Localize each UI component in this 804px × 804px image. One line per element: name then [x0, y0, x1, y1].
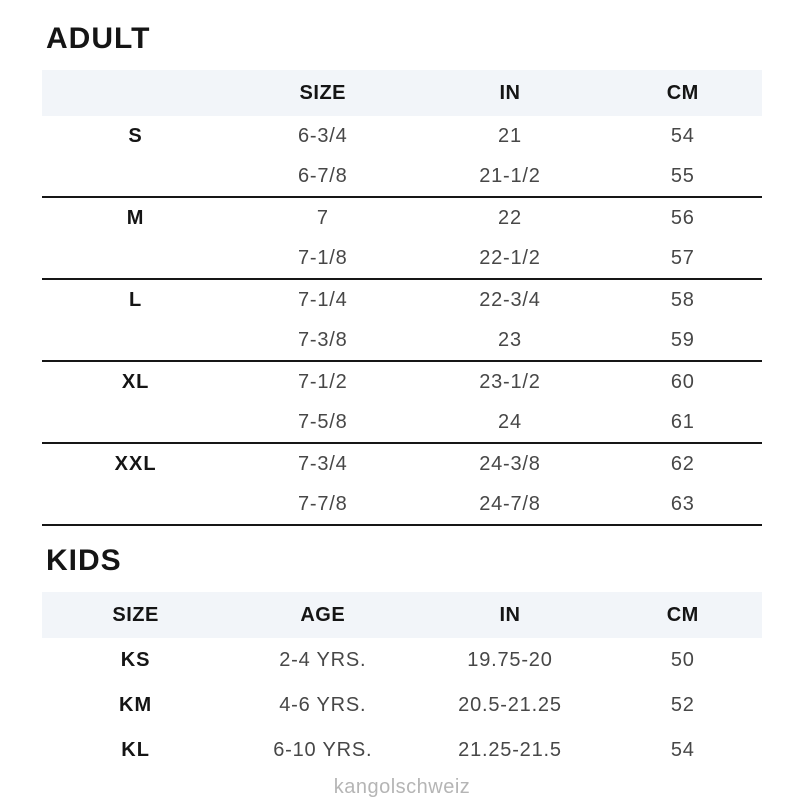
- adult-size-label: S: [128, 124, 143, 147]
- watermark-text: kangolschweiz: [333, 776, 471, 798]
- adult-size-value: 7: [316, 206, 329, 229]
- adult-cm-value: 63: [670, 492, 695, 515]
- table-row: [42, 402, 762, 442]
- adult-section-title: ADULT: [46, 22, 151, 55]
- adult-in-value: 21: [498, 124, 522, 147]
- adult-size-label: XXL: [114, 452, 157, 475]
- kids-col-header-age: AGE: [300, 603, 346, 626]
- adult-cm-value: 54: [670, 124, 695, 147]
- adult-cm-value: 57: [670, 246, 695, 269]
- adult-in-value: 24-7/8: [479, 492, 541, 515]
- adult-size-value: 7-3/4: [297, 452, 348, 475]
- adult-col-header-in: IN: [499, 81, 521, 104]
- kids-age-value: 6-10 YRS.: [273, 739, 373, 761]
- adult-size-group-m: [42, 198, 762, 280]
- kids-col-header-size: SIZE: [112, 603, 159, 626]
- kids-table-header-row: [42, 592, 762, 638]
- adult-in-value: 22-3/4: [479, 288, 541, 311]
- table-row: [42, 484, 762, 524]
- kids-size-label: KL: [121, 739, 150, 761]
- adult-size-value: 7-1/2: [297, 370, 348, 393]
- adult-cm-value: 56: [670, 206, 695, 229]
- kids-section-title: KIDS: [46, 544, 122, 577]
- adult-in-value: 22: [498, 206, 522, 229]
- adult-size-label: M: [126, 206, 145, 229]
- kids-size-table: [42, 592, 762, 773]
- adult-size-value: 7-7/8: [297, 492, 348, 515]
- adult-in-value: 22-1/2: [479, 246, 541, 269]
- adult-size-group-xl: [42, 362, 762, 444]
- table-row: [42, 320, 762, 360]
- kids-cm-value: 50: [670, 649, 695, 671]
- kids-in-value: 19.75-20: [467, 649, 553, 671]
- adult-size-group-xxl: [42, 444, 762, 526]
- kids-in-value: 21.25-21.5: [458, 739, 562, 761]
- kids-in-value: 20.5-21.25: [458, 694, 562, 716]
- adult-in-value: 24-3/8: [479, 452, 541, 475]
- table-row: [42, 156, 762, 196]
- adult-in-value: 24: [498, 410, 522, 433]
- table-row: [42, 728, 762, 773]
- adult-in-value: 21-1/2: [479, 164, 541, 187]
- table-row: [42, 238, 762, 278]
- kids-col-header-in: IN: [499, 603, 521, 626]
- adult-cm-value: 60: [670, 370, 695, 393]
- adult-size-value: 7-3/8: [297, 328, 348, 351]
- kids-cm-value: 54: [670, 739, 695, 761]
- kids-age-value: 2-4 YRS.: [279, 649, 367, 671]
- kids-size-label: KM: [119, 694, 153, 716]
- kids-cm-value: 52: [670, 694, 695, 716]
- adult-size-value: 6-3/4: [297, 124, 348, 147]
- table-row: [42, 638, 762, 683]
- adult-size-value: 7-1/8: [297, 246, 348, 269]
- kids-size-label: KS: [120, 649, 151, 671]
- adult-cm-value: 59: [670, 328, 695, 351]
- adult-size-group-l: [42, 280, 762, 362]
- adult-size-value: 7-1/4: [297, 288, 348, 311]
- table-row: [42, 362, 762, 402]
- adult-col-header-cm: CM: [666, 81, 699, 104]
- table-row: [42, 280, 762, 320]
- adult-cm-value: 58: [670, 288, 695, 311]
- adult-size-label: XL: [121, 370, 150, 393]
- table-row: [42, 198, 762, 238]
- table-row: [42, 116, 762, 156]
- adult-size-value: 7-5/8: [297, 410, 348, 433]
- table-row: [42, 683, 762, 728]
- adult-cm-value: 55: [670, 164, 695, 187]
- kids-age-value: 4-6 YRS.: [279, 694, 367, 716]
- adult-cm-value: 62: [670, 452, 695, 475]
- adult-size-value: 6-7/8: [297, 164, 348, 187]
- table-row: [42, 444, 762, 484]
- adult-size-label: L: [128, 288, 143, 311]
- adult-col-header-size: SIZE: [299, 81, 346, 104]
- adult-in-value: 23: [498, 328, 522, 351]
- adult-size-table: [42, 70, 762, 526]
- adult-table-header-row: [42, 70, 762, 116]
- kids-col-header-cm: CM: [666, 603, 699, 626]
- adult-size-group-s: [42, 116, 762, 198]
- adult-cm-value: 61: [670, 410, 695, 433]
- adult-in-value: 23-1/2: [479, 370, 541, 393]
